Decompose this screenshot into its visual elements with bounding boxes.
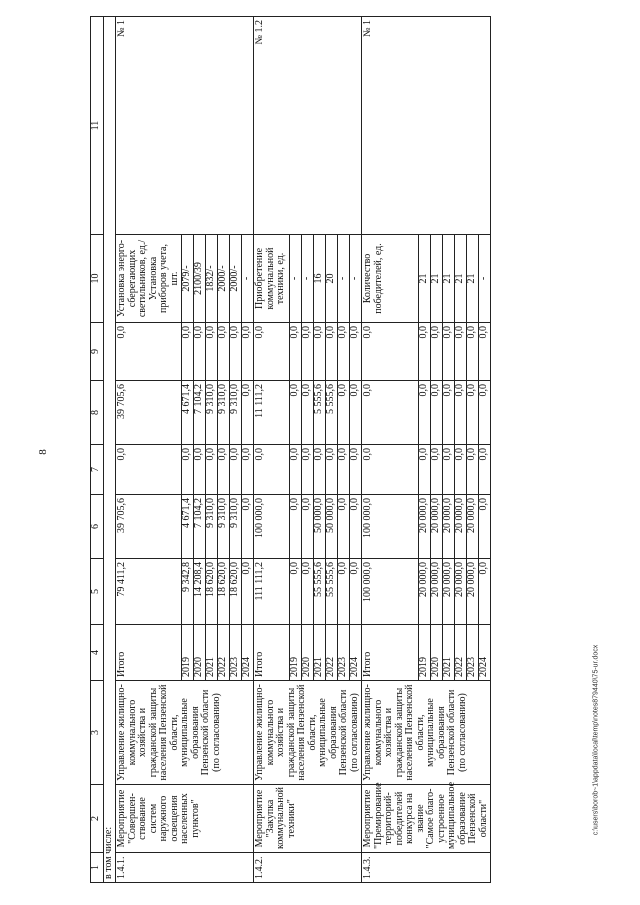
year-value: 14 208,4 <box>194 559 206 625</box>
indicator-value: 2100/39 <box>194 235 206 323</box>
header-cell: 4 <box>91 625 104 681</box>
year-value: 0,0 <box>479 381 491 445</box>
year-value: 20 000,0 <box>467 495 479 559</box>
indicator-value: 1832/- <box>206 235 218 323</box>
year-cell: 2019 <box>290 625 302 681</box>
total-value: 0,0 <box>362 323 419 381</box>
year-value: 4 671,4 <box>182 381 194 445</box>
year-value: 0,0 <box>302 445 314 495</box>
year-value: 0,0 <box>206 445 218 495</box>
measure-executor: Управление жилищно-коммунального хозяйства и гражданской защиты населения Пензенской области, муниципальные образования Пензенской области (по согласованию) <box>116 681 254 785</box>
year-value: 0,0 <box>338 381 350 445</box>
year-value: 0,0 <box>338 495 350 559</box>
indicator-value: 21 <box>467 235 479 323</box>
year-value: 0,0 <box>302 495 314 559</box>
program-measures-table <box>90 16 491 883</box>
year-value: 20 000,0 <box>443 495 455 559</box>
total-label: Итого <box>362 625 419 681</box>
year-value: 0,0 <box>194 323 206 381</box>
year-value: 9 310,0 <box>206 381 218 445</box>
total-value: 39 705,6 <box>116 381 182 445</box>
year-value: 0,0 <box>455 381 467 445</box>
year-cell: 2021 <box>314 625 326 681</box>
year-value: 0,0 <box>467 445 479 495</box>
year-value: 9 310,0 <box>218 495 230 559</box>
rotated-table-container <box>90 17 582 883</box>
measure-name: Мероприятие "Совершен-ствование систем наружного освещения населенных пунктов" <box>116 785 254 853</box>
year-value: 0,0 <box>479 323 491 381</box>
indicator-link: № 1 <box>362 17 491 235</box>
year-value: 50 000,0 <box>314 495 326 559</box>
measures-body <box>116 17 491 883</box>
total-value: 79 411,2 <box>116 559 182 625</box>
indicator-value: 20 <box>326 235 338 323</box>
year-value: 9 310,0 <box>230 381 242 445</box>
indicator-value: 21 <box>443 235 455 323</box>
year-value: 0,0 <box>206 323 218 381</box>
year-value: 0,0 <box>326 445 338 495</box>
header-cell: 10 <box>91 235 104 323</box>
year-value: 0,0 <box>350 381 362 445</box>
year-value: 0,0 <box>290 445 302 495</box>
year-value: 0,0 <box>242 495 254 559</box>
indicator-value: 21 <box>419 235 431 323</box>
header-cell: 3 <box>91 681 104 785</box>
year-cell: 2024 <box>479 625 491 681</box>
total-value: 100 000,0 <box>362 559 419 625</box>
total-value: 0,0 <box>116 323 182 381</box>
year-value: 55 555,6 <box>314 559 326 625</box>
year-value: 20 000,0 <box>443 559 455 625</box>
header-cell: 6 <box>91 495 104 559</box>
year-value: 0,0 <box>419 445 431 495</box>
year-value: 18 620,0 <box>230 559 242 625</box>
year-value: 0,0 <box>230 445 242 495</box>
year-value: 9 310,0 <box>230 495 242 559</box>
year-value: 0,0 <box>431 381 443 445</box>
indicator-value: - <box>302 235 314 323</box>
year-value: 7 104,2 <box>194 381 206 445</box>
total-value: 11 111,2 <box>254 381 290 445</box>
year-cell: 2024 <box>350 625 362 681</box>
year-value: 0,0 <box>419 381 431 445</box>
indicator-value: 21 <box>431 235 443 323</box>
year-value: 0,0 <box>290 323 302 381</box>
year-cell: 2020 <box>431 625 443 681</box>
indicator-link: № 1.2 <box>254 17 362 235</box>
year-value: 0,0 <box>290 495 302 559</box>
year-value: 18 620,0 <box>206 559 218 625</box>
measure-total-row <box>254 17 290 883</box>
indicator-title: Количество победителей, ед. <box>362 235 419 323</box>
year-cell: 2022 <box>455 625 467 681</box>
year-value: 9 342,8 <box>182 559 194 625</box>
indicator-link: № 1 <box>116 17 254 235</box>
header-cell: 11 <box>91 17 104 235</box>
year-value: 0,0 <box>182 445 194 495</box>
year-cell: 2024 <box>242 625 254 681</box>
total-value: 100 000,0 <box>254 495 290 559</box>
measure-number: 1.4.1. <box>116 853 254 883</box>
year-value: 20 000,0 <box>419 495 431 559</box>
year-value: 0,0 <box>431 323 443 381</box>
year-value: 0,0 <box>443 381 455 445</box>
year-value: 0,0 <box>314 445 326 495</box>
year-cell: 2021 <box>206 625 218 681</box>
year-value: 0,0 <box>302 323 314 381</box>
year-value: 20 000,0 <box>431 495 443 559</box>
measure-total-row <box>362 17 419 883</box>
year-value: 0,0 <box>350 323 362 381</box>
header-cell: 8 <box>91 381 104 445</box>
year-value: 20 000,0 <box>419 559 431 625</box>
measure-total-row <box>116 17 182 883</box>
year-value: 0,0 <box>242 559 254 625</box>
header-cell: 5 <box>91 559 104 625</box>
year-value: 0,0 <box>314 323 326 381</box>
year-value: 0,0 <box>230 323 242 381</box>
year-value: 20 000,0 <box>455 559 467 625</box>
year-value: 5 555,6 <box>326 381 338 445</box>
indicator-value: 2000/- <box>218 235 230 323</box>
indicator-value: - <box>338 235 350 323</box>
year-value: 0,0 <box>350 445 362 495</box>
indicator-value: - <box>350 235 362 323</box>
page-number: 8 <box>37 449 49 455</box>
year-value: 4 671,4 <box>182 495 194 559</box>
total-value: 0,0 <box>362 445 419 495</box>
year-value: 0,0 <box>455 323 467 381</box>
measure-name: Мероприятие "Премирование территорий-победителей конкурса на звание "Самое благо-устроенное муниципальное образование Пензенской области" <box>362 785 491 853</box>
total-value: 0,0 <box>254 323 290 381</box>
year-value: 0,0 <box>443 445 455 495</box>
year-cell: 2022 <box>218 625 230 681</box>
indicator-value: 2079/- <box>182 235 194 323</box>
year-value: 18 620,0 <box>218 559 230 625</box>
total-value: 0,0 <box>254 445 290 495</box>
year-value: 0,0 <box>242 323 254 381</box>
year-cell: 2019 <box>419 625 431 681</box>
year-value: 0,0 <box>290 559 302 625</box>
measure-executor: Управление жилищно-коммунального хозяйства и гражданской защиты населения Пензенской области, муниципальные образования Пензенской области (по согласованию) <box>254 681 362 785</box>
year-value: 20 000,0 <box>431 559 443 625</box>
year-value: 0,0 <box>290 381 302 445</box>
year-value: 5 555,6 <box>314 381 326 445</box>
year-value: 0,0 <box>443 323 455 381</box>
indicator-value: 16 <box>314 235 326 323</box>
total-value: 111 111,2 <box>254 559 290 625</box>
year-value: 0,0 <box>338 559 350 625</box>
header-cell: 1 <box>91 853 104 883</box>
year-value: 0,0 <box>338 323 350 381</box>
indicator-value: 2000/- <box>230 235 242 323</box>
year-value: 0,0 <box>218 445 230 495</box>
measure-executor: Управление жилищно-коммунального хозяйства и гражданской защиты населения Пензенской области, муниципальные образования Пензенской области (по согласованию) <box>362 681 491 785</box>
indicator-value: - <box>242 235 254 323</box>
year-value: 0,0 <box>242 445 254 495</box>
year-value: 0,0 <box>419 323 431 381</box>
total-label: Итого <box>116 625 182 681</box>
year-value: 0,0 <box>326 323 338 381</box>
footer-file-path: c:\users\borob~1\appdata\local\temp\notes879440\75-ur.docx <box>592 644 600 836</box>
total-value: 100 000,0 <box>362 495 419 559</box>
year-value: 0,0 <box>479 445 491 495</box>
year-cell: 2019 <box>182 625 194 681</box>
year-value: 0,0 <box>455 445 467 495</box>
including-label: в том числе: <box>104 17 116 883</box>
indicator-value: 21 <box>455 235 467 323</box>
year-value: 0,0 <box>194 445 206 495</box>
year-cell: 2021 <box>443 625 455 681</box>
total-value: 39 705,6 <box>116 495 182 559</box>
indicator-title: Установка энерго-сберегающих светильников, ед./ Установка приборов учета, шт. <box>116 235 182 323</box>
year-value: 0,0 <box>350 495 362 559</box>
measure-number: 1.4.3. <box>362 853 491 883</box>
indicator-value: - <box>479 235 491 323</box>
year-cell: 2023 <box>338 625 350 681</box>
year-cell: 2022 <box>326 625 338 681</box>
year-value: 0,0 <box>479 559 491 625</box>
year-value: 0,0 <box>479 495 491 559</box>
year-value: 0,0 <box>467 381 479 445</box>
year-value: 0,0 <box>431 445 443 495</box>
year-value: 0,0 <box>350 559 362 625</box>
indicator-title: Приобретение коммунальной техники, ед. <box>254 235 290 323</box>
year-value: 0,0 <box>182 323 194 381</box>
column-number-row <box>91 17 104 883</box>
header-cell: 7 <box>91 445 104 495</box>
year-value: 0,0 <box>242 381 254 445</box>
year-value: 20 000,0 <box>467 559 479 625</box>
measure-number: 1.4.2. <box>254 853 362 883</box>
year-value: 20 000,0 <box>455 495 467 559</box>
total-label: Итого <box>254 625 290 681</box>
year-value: 0,0 <box>302 381 314 445</box>
year-value: 9 310,0 <box>218 381 230 445</box>
year-value: 0,0 <box>338 445 350 495</box>
year-value: 7 104,2 <box>194 495 206 559</box>
measure-name: Мероприятие "Закупка коммунальной техники" <box>254 785 362 853</box>
indicator-value: - <box>290 235 302 323</box>
year-value: 9 310,0 <box>206 495 218 559</box>
year-cell: 2023 <box>230 625 242 681</box>
year-value: 55 555,6 <box>326 559 338 625</box>
year-value: 0,0 <box>302 559 314 625</box>
including-row <box>104 17 116 883</box>
total-value: 0,0 <box>116 445 182 495</box>
year-value: 0,0 <box>467 323 479 381</box>
year-value: 0,0 <box>218 323 230 381</box>
header-cell: 9 <box>91 323 104 381</box>
header-cell: 2 <box>91 785 104 853</box>
year-cell: 2023 <box>467 625 479 681</box>
year-cell: 2020 <box>194 625 206 681</box>
total-value: 0,0 <box>362 381 419 445</box>
year-value: 50 000,0 <box>326 495 338 559</box>
year-cell: 2020 <box>302 625 314 681</box>
